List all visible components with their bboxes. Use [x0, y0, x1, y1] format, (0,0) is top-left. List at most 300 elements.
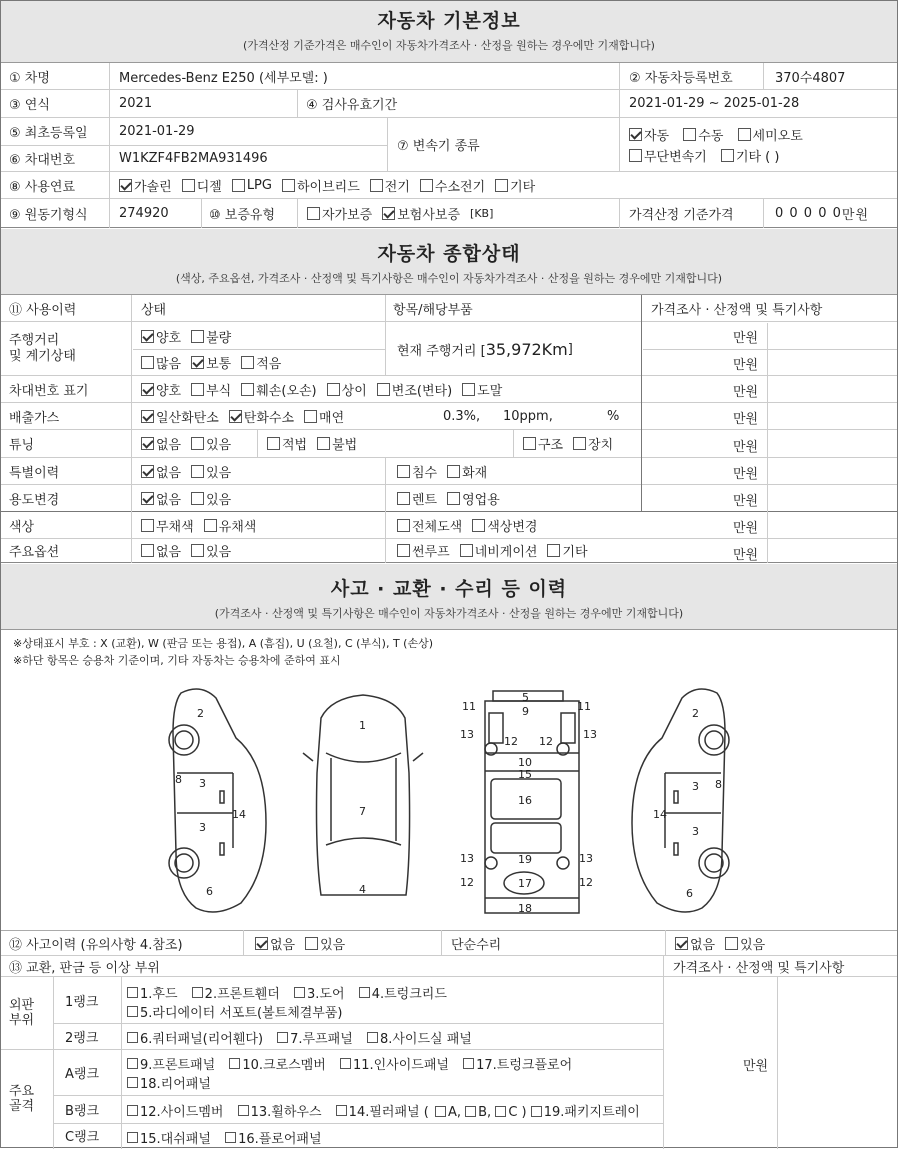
trans-options-row2	[629, 146, 789, 166]
part-rear-panel[interactable]: 18.리어패널	[127, 1073, 211, 1092]
vin-mismatch[interactable]: 상이	[327, 380, 367, 399]
checkbox-checked-icon[interactable]	[675, 937, 688, 950]
gas-label: 배출가스	[9, 410, 60, 426]
checkbox-icon[interactable]	[547, 544, 560, 557]
part-num-11: 11	[462, 700, 476, 713]
part-num-13: 13	[460, 728, 474, 741]
gas-co[interactable]: 일산화탄소	[141, 407, 219, 426]
trans-auto[interactable]: 자동	[629, 125, 669, 144]
unit-2: 만원	[733, 358, 759, 373]
basic-info-header	[1, 1, 897, 63]
gas-co-value: 0.3%,	[443, 408, 481, 424]
part-num-1: 1	[359, 719, 366, 732]
usage-business[interactable]: 영업용	[447, 489, 500, 508]
part-num-8r: 8	[715, 778, 722, 791]
outer-panel-label: 외판 부위	[9, 998, 35, 1028]
regno-value: 370수4807	[775, 70, 846, 86]
checkbox-icon[interactable]	[238, 1105, 249, 1116]
fuel-label: ⑧ 사용연료	[9, 179, 76, 195]
checkbox-icon[interactable]	[127, 1077, 138, 1088]
tuning-type-options	[515, 430, 639, 457]
h-state: 상태	[141, 302, 167, 318]
options-yes[interactable]: 있음	[191, 541, 231, 560]
options-sunroof[interactable]: 썬루프	[397, 541, 450, 560]
first-reg-value: 2021-01-29	[119, 124, 195, 139]
color-change-options	[389, 512, 639, 538]
usage-none[interactable]: 없음	[141, 489, 181, 508]
parts-price-header: 가격조사 · 산정액 및 특기사항	[673, 960, 845, 976]
checkbox-checked-icon[interactable]	[119, 179, 132, 192]
pillar-close: )	[521, 1105, 527, 1120]
mileage-opts1	[133, 323, 383, 349]
rankc-label: C랭크	[65, 1130, 100, 1145]
checkbox-icon[interactable]	[721, 149, 734, 162]
checkbox-checked-icon[interactable]	[629, 128, 642, 141]
trans-manual[interactable]: 수동	[683, 125, 723, 144]
parts-unit: 만원	[743, 1059, 769, 1074]
part-num-2r: 2	[692, 707, 699, 720]
special-fire[interactable]: 화재	[447, 462, 487, 481]
row-parts-header	[1, 956, 897, 977]
checkbox-icon[interactable]	[447, 465, 460, 478]
row-gas	[1, 403, 897, 430]
checkbox-icon[interactable]	[447, 492, 460, 505]
gas-options	[133, 403, 383, 429]
checkbox-checked-icon[interactable]	[141, 383, 154, 396]
special-type-options	[389, 458, 639, 484]
usage-label: 용도변경	[9, 492, 60, 508]
checkbox-icon[interactable]	[495, 1106, 506, 1117]
checkbox-icon[interactable]	[460, 544, 473, 557]
part-package-tray[interactable]: 19.패키지트레이	[531, 1105, 640, 1120]
warranty-tag: [KB]	[470, 206, 494, 220]
color-options	[133, 512, 383, 538]
accident-yes[interactable]: 있음	[305, 934, 345, 953]
checkbox-icon[interactable]	[472, 519, 485, 532]
unit-7: 만원	[733, 494, 759, 509]
trans-options-row1	[629, 125, 813, 145]
part-num-3rb: 3	[692, 825, 699, 838]
trans-cvt[interactable]: 무단변속기	[629, 146, 707, 165]
row-accident	[1, 930, 897, 956]
tuning-illegal[interactable]: 불법	[317, 434, 357, 453]
checkbox-icon[interactable]	[462, 383, 475, 396]
insp-label: ④ 검사유효기간	[306, 98, 398, 113]
h-price: 가격조사 · 산정액 및 특기사항	[651, 302, 823, 318]
accident-label: ⑫ 사고이력 (유의사항 4.참조)	[9, 937, 183, 953]
warranty-self[interactable]: 자가보증	[307, 204, 372, 223]
color-chromatic[interactable]: 유채색	[204, 516, 257, 535]
vin-smeared[interactable]: 도말	[462, 380, 502, 399]
checkbox-icon[interactable]	[127, 987, 138, 998]
part-num-3: 3	[199, 777, 206, 790]
vinmark-label: 차대번호 표기	[9, 383, 89, 399]
part-quarter-panel[interactable]: 6.쿼터패널(리어휀다)	[127, 1028, 263, 1047]
checkbox-icon[interactable]	[191, 465, 204, 478]
part-pillar[interactable]: 14.필러패널 (	[336, 1101, 429, 1120]
simple-yes[interactable]: 있음	[725, 934, 765, 953]
part-num-15: 15	[518, 768, 532, 781]
checkbox-icon[interactable]	[267, 437, 280, 450]
warranty-label: ⑩ 보증유형	[209, 207, 276, 223]
checkbox-icon[interactable]	[127, 1132, 138, 1143]
checkbox-icon[interactable]	[523, 437, 536, 450]
warranty-options	[299, 199, 617, 227]
parts-header-label: ⑬ 교환, 판금 등 이상 부위	[9, 960, 160, 976]
rank1-items	[127, 983, 457, 1002]
part-num-13c: 13	[460, 852, 474, 865]
part-door[interactable]: 3.도어	[294, 983, 345, 1002]
basic-info-subtitle: (가격산정 기준가격은 매수인이 자동차가격조사 · 산정을 원하는 경우에만 기재합니다)	[243, 39, 655, 52]
fuel-diesel[interactable]: 디젤	[182, 176, 222, 195]
checkbox-icon[interactable]	[397, 519, 410, 532]
options-other[interactable]: 기타	[547, 541, 587, 560]
accident-none[interactable]: 없음	[255, 934, 295, 953]
row-tuning	[1, 430, 897, 458]
rank1-items2	[127, 1002, 353, 1021]
checkbox-icon[interactable]	[629, 149, 642, 162]
part-num-5: 5	[522, 691, 529, 704]
part-num-3r: 3	[692, 780, 699, 793]
trans-label: ⑦ 변속기 종류	[397, 139, 480, 154]
checkbox-icon[interactable]	[397, 544, 410, 557]
part-num-8: 8	[175, 773, 182, 786]
trans-semi[interactable]: 세미오토	[738, 125, 803, 144]
accident-title: 사고 · 교환 · 수리 등 이력	[330, 578, 568, 600]
legend-line1: ※상태표시 부호 : X (교환), W (판금 또는 용접), A (흠집), U (요철), C (부식), T (손상)	[13, 637, 434, 650]
simple-none[interactable]: 없음	[675, 934, 715, 953]
checkbox-icon[interactable]	[191, 492, 204, 505]
checkbox-icon[interactable]	[359, 987, 370, 998]
rank1-label: 1랭크	[65, 994, 99, 1010]
special-label: 특별이력	[9, 465, 60, 481]
checkbox-icon[interactable]	[317, 437, 330, 450]
first-reg-label: ⑤ 최초등록일	[9, 126, 88, 141]
car-name-value: Mercedes-Benz E250 (세부모델: )	[119, 70, 328, 86]
part-trunk-floor[interactable]: 17.트렁크플로어	[463, 1054, 572, 1073]
row-options	[1, 539, 897, 563]
checkbox-icon[interactable]	[573, 437, 586, 450]
pillar-c[interactable]: C	[495, 1105, 517, 1120]
checkbox-icon[interactable]	[241, 356, 254, 369]
checkbox-icon[interactable]	[229, 1058, 240, 1069]
checkbox-icon[interactable]	[463, 1058, 474, 1069]
status-subtitle: (색상, 주요옵션, 가격조사 · 산정액 및 특기사항은 매수인이 자동차가격조사 · 산정을 원하는 경우에만 기재합니다)	[175, 272, 723, 285]
accident-options	[247, 931, 437, 955]
tuning-yes[interactable]: 있음	[191, 434, 231, 453]
checkbox-icon[interactable]	[435, 1106, 446, 1117]
checkbox-icon[interactable]	[182, 179, 195, 192]
rankb-items	[127, 1101, 640, 1120]
part-num-18: 18	[518, 902, 532, 915]
checkbox-icon[interactable]	[191, 383, 204, 396]
part-num-12: 12	[504, 735, 518, 748]
part-num-17: 17	[518, 877, 532, 890]
mileage-opts2	[133, 349, 383, 375]
checkbox-icon[interactable]	[204, 519, 217, 532]
options-navi[interactable]: 네비게이션	[460, 541, 538, 560]
ranka-items2	[127, 1073, 221, 1092]
usage-rent[interactable]: 렌트	[397, 489, 437, 508]
checkbox-icon[interactable]	[127, 1105, 138, 1116]
checkbox-icon[interactable]	[127, 1058, 138, 1069]
insp-value: 2021-01-29 ~ 2025-01-28	[629, 96, 800, 111]
checkbox-checked-icon[interactable]	[141, 492, 154, 505]
unit-8: 만원	[733, 521, 759, 536]
fuel-hydrogen[interactable]: 수소전기	[420, 176, 485, 195]
checkbox-icon[interactable]	[304, 410, 317, 423]
part-num-2: 2	[197, 707, 204, 720]
part-radiator-support[interactable]: 5.라디에이터 서포트(볼트체결부품)	[127, 1002, 343, 1021]
basic-info-title: 자동차 기본정보	[377, 10, 521, 32]
checkbox-checked-icon[interactable]	[141, 330, 154, 343]
fuel-lpg[interactable]: LPG	[232, 178, 272, 193]
row-special	[1, 458, 897, 485]
ranka-label: A랭크	[65, 1066, 100, 1082]
year-label: ③ 연식	[9, 98, 50, 113]
unit-3: 만원	[733, 385, 759, 400]
part-num-10: 10	[518, 756, 532, 769]
tuning-legal[interactable]: 적법	[267, 434, 307, 453]
checkbox-icon[interactable]	[397, 492, 410, 505]
checkbox-icon[interactable]	[336, 1105, 347, 1116]
unit-5: 만원	[733, 440, 759, 455]
part-num-13d: 13	[579, 852, 593, 865]
usage-yes[interactable]: 있음	[191, 489, 231, 508]
part-num-14: 14	[232, 808, 246, 821]
fuel-hybrid[interactable]: 하이브리드	[282, 176, 360, 195]
tuning-device[interactable]: 장치	[573, 434, 613, 453]
fuel-gasoline[interactable]: 가솔린	[119, 176, 172, 195]
options-options	[133, 539, 383, 562]
checkbox-icon[interactable]	[277, 1032, 288, 1043]
part-floor-panel[interactable]: 16.플로어패널	[225, 1128, 321, 1147]
main-frame-label: 주요 골격	[9, 1084, 35, 1114]
checkbox-checked-icon[interactable]	[141, 410, 154, 423]
price-label: 가격산정 기준가격	[629, 207, 734, 223]
part-cross-member[interactable]: 10.크로스멤버	[229, 1054, 325, 1073]
part-num-12d: 12	[579, 876, 593, 889]
status-col-headers	[1, 295, 897, 322]
car-left-side-view	[169, 689, 266, 912]
mileage-bad[interactable]: 불량	[191, 327, 231, 346]
part-num-9: 9	[522, 705, 529, 718]
mileage-value: 35,972Km	[485, 339, 568, 359]
car-diagram	[1, 673, 897, 928]
engine-value: 274920	[119, 205, 169, 221]
simple-repair-options	[667, 931, 897, 955]
usage-type-options	[389, 485, 639, 511]
part-side-sill[interactable]: 8.사이드실 패널	[367, 1028, 472, 1047]
part-num-6: 6	[206, 885, 213, 898]
vin-damage[interactable]: 훼손(오손)	[241, 380, 316, 399]
unit-4: 만원	[733, 412, 759, 427]
checkbox-icon[interactable]	[367, 1032, 378, 1043]
part-dash-panel[interactable]: 15.대쉬패널	[127, 1128, 211, 1147]
checkbox-icon[interactable]	[282, 179, 295, 192]
trans-other[interactable]: 기타 ( )	[721, 146, 780, 165]
checkbox-checked-icon[interactable]	[255, 937, 268, 950]
part-roof-panel[interactable]: 7.루프패널	[277, 1028, 353, 1047]
checkbox-checked-icon[interactable]	[141, 437, 154, 450]
part-num-12b: 12	[539, 735, 553, 748]
checkbox-icon[interactable]	[725, 937, 738, 950]
status-title: 자동차 종합상태	[377, 243, 521, 265]
fuel-other[interactable]: 기타	[495, 176, 535, 195]
vinmark-options	[133, 376, 633, 402]
accident-subtitle: (가격조사 · 산정액 및 특기사항은 매수인이 자동차가격조사 · 산정을 원하는 경우에만 기재합니다)	[214, 607, 684, 620]
tuning-legal-options	[259, 430, 509, 457]
checkbox-icon[interactable]	[191, 544, 204, 557]
gas-smoke[interactable]: 매연	[304, 407, 344, 426]
options-label: 주요옵션	[9, 545, 60, 560]
checkbox-checked-icon[interactable]	[229, 410, 242, 423]
fuel-electric[interactable]: 전기	[370, 176, 410, 195]
vin-label: ⑥ 차대번호	[9, 153, 76, 168]
row-vin-mark	[1, 376, 897, 403]
rankc-items	[127, 1128, 332, 1147]
checkbox-icon[interactable]	[397, 465, 410, 478]
checkbox-icon[interactable]	[241, 383, 254, 396]
simple-repair-label: 단순수리	[451, 937, 502, 953]
checkbox-icon[interactable]	[127, 1032, 138, 1043]
options-type-options	[389, 539, 639, 562]
special-options	[133, 458, 383, 484]
fuel-options	[111, 172, 811, 198]
part-num-19: 19	[518, 853, 532, 866]
checkbox-icon[interactable]	[191, 330, 204, 343]
checkbox-icon[interactable]	[531, 1106, 542, 1117]
checkbox-icon[interactable]	[232, 179, 245, 192]
warranty-insurer[interactable]: 보험사보증	[382, 204, 460, 223]
checkbox-icon[interactable]	[420, 179, 433, 192]
part-num-12c: 12	[460, 876, 474, 889]
checkbox-icon[interactable]	[307, 207, 320, 220]
part-num-6r: 6	[686, 887, 693, 900]
accident-header	[1, 564, 897, 630]
checkbox-icon[interactable]	[192, 987, 203, 998]
special-none[interactable]: 없음	[141, 462, 181, 481]
vin-good[interactable]: 양호	[141, 380, 181, 399]
h-use: ⑪ 사용이력	[9, 302, 77, 318]
checkbox-icon[interactable]	[370, 179, 383, 192]
checkbox-icon[interactable]	[141, 519, 154, 532]
year-value: 2021	[119, 96, 153, 111]
special-flood[interactable]: 침수	[397, 462, 437, 481]
mileage-high[interactable]: 많음	[141, 353, 181, 372]
checkbox-icon[interactable]	[141, 544, 154, 557]
checkbox-icon[interactable]	[495, 179, 508, 192]
checkbox-icon[interactable]	[340, 1058, 351, 1069]
color-label: 색상	[9, 519, 35, 535]
price-value: 0 0 0 0 0 만원	[775, 205, 870, 223]
mileage-low[interactable]: 적음	[241, 353, 281, 372]
row-usage	[1, 485, 897, 512]
car-name-label: ① 차명	[9, 70, 50, 86]
tuning-none[interactable]: 없음	[141, 434, 181, 453]
unit-1: 만원	[733, 331, 759, 346]
part-hood[interactable]: 1.후드	[127, 983, 178, 1002]
car-frame-view	[485, 691, 579, 913]
part-trunk-lid[interactable]: 4.트렁크리드	[359, 983, 447, 1002]
checkbox-checked-icon[interactable]	[141, 465, 154, 478]
checkbox-checked-icon[interactable]	[191, 356, 204, 369]
checkbox-icon[interactable]	[465, 1106, 476, 1117]
part-num-13b: 13	[583, 728, 597, 741]
status-header	[1, 229, 897, 295]
checkbox-icon[interactable]	[225, 1132, 236, 1143]
rank2-items	[127, 1028, 482, 1047]
ranka-items	[127, 1054, 582, 1073]
mileage-normal[interactable]: 보통	[191, 353, 231, 372]
part-side-member[interactable]: 12.사이드멤버	[127, 1101, 223, 1120]
color-change[interactable]: 색상변경	[472, 516, 537, 535]
mileage-current: 현재 주행거리 [ 35,972Km ]	[397, 339, 573, 359]
gas-hc-value: 10ppm,	[503, 408, 553, 424]
h-item: 항목/해당부품	[393, 302, 473, 318]
gas-hc[interactable]: 탄화수소	[229, 407, 294, 426]
regno-label: ② 자동차등록번호	[629, 70, 733, 86]
checkbox-checked-icon[interactable]	[382, 207, 395, 220]
checkbox-icon[interactable]	[738, 128, 751, 141]
part-num-14r: 14	[653, 808, 667, 821]
color-achromatic[interactable]: 무채색	[141, 516, 194, 535]
engine-label: ⑨ 원동기형식	[9, 207, 88, 223]
unit-6: 만원	[733, 467, 759, 482]
row-fuel	[1, 172, 897, 199]
part-num-4: 4	[359, 883, 366, 896]
checkbox-icon[interactable]	[191, 437, 204, 450]
part-front-panel[interactable]: 9.프론트패널	[127, 1054, 215, 1073]
part-num-7: 7	[359, 805, 366, 818]
checkbox-icon[interactable]	[377, 383, 390, 396]
vin-altered[interactable]: 변조(변타)	[377, 380, 452, 399]
checkbox-icon[interactable]	[127, 1006, 138, 1017]
part-inside-panel[interactable]: 11.인사이드패널	[340, 1054, 449, 1073]
rank2-label: 2랭크	[65, 1030, 99, 1046]
mileage-good[interactable]: 양호	[141, 327, 181, 346]
tuning-options	[133, 430, 253, 457]
pillar-b[interactable]: B,	[465, 1105, 491, 1120]
usage-options	[133, 485, 383, 511]
checkbox-icon[interactable]	[305, 937, 318, 950]
part-front-fender[interactable]: 2.프론트휀더	[192, 983, 280, 1002]
vin-value: W1KZF4FB2MA931496	[119, 151, 268, 166]
checkbox-icon[interactable]	[683, 128, 696, 141]
car-right-side-view	[632, 689, 729, 912]
part-wheel-house[interactable]: 13.휠하우스	[238, 1101, 322, 1120]
part-num-11b: 11	[577, 700, 591, 713]
tuning-structure[interactable]: 구조	[523, 434, 563, 453]
row-year	[1, 90, 897, 118]
row-color	[1, 512, 897, 539]
checkbox-icon[interactable]	[141, 356, 154, 369]
legend-line2: ※하단 항목은 승용차 기준이며, 기타 자동차는 승용차에 준하여 표시	[13, 654, 341, 667]
mileage-label: 주행거리 및 계기상태	[9, 333, 76, 364]
checkbox-icon[interactable]	[294, 987, 305, 998]
part-num-16: 16	[518, 794, 532, 807]
options-none[interactable]: 없음	[141, 541, 181, 560]
unit-9: 만원	[733, 548, 759, 563]
pillar-a[interactable]: A,	[435, 1105, 461, 1120]
color-repaint[interactable]: 전체도색	[397, 516, 462, 535]
tuning-label: 튜닝	[9, 438, 35, 453]
special-yes[interactable]: 있음	[191, 462, 231, 481]
gas-smoke-value: %	[607, 408, 620, 424]
checkbox-icon[interactable]	[327, 383, 340, 396]
vin-corrosion[interactable]: 부식	[191, 380, 231, 399]
rankb-label: B랭크	[65, 1103, 100, 1119]
